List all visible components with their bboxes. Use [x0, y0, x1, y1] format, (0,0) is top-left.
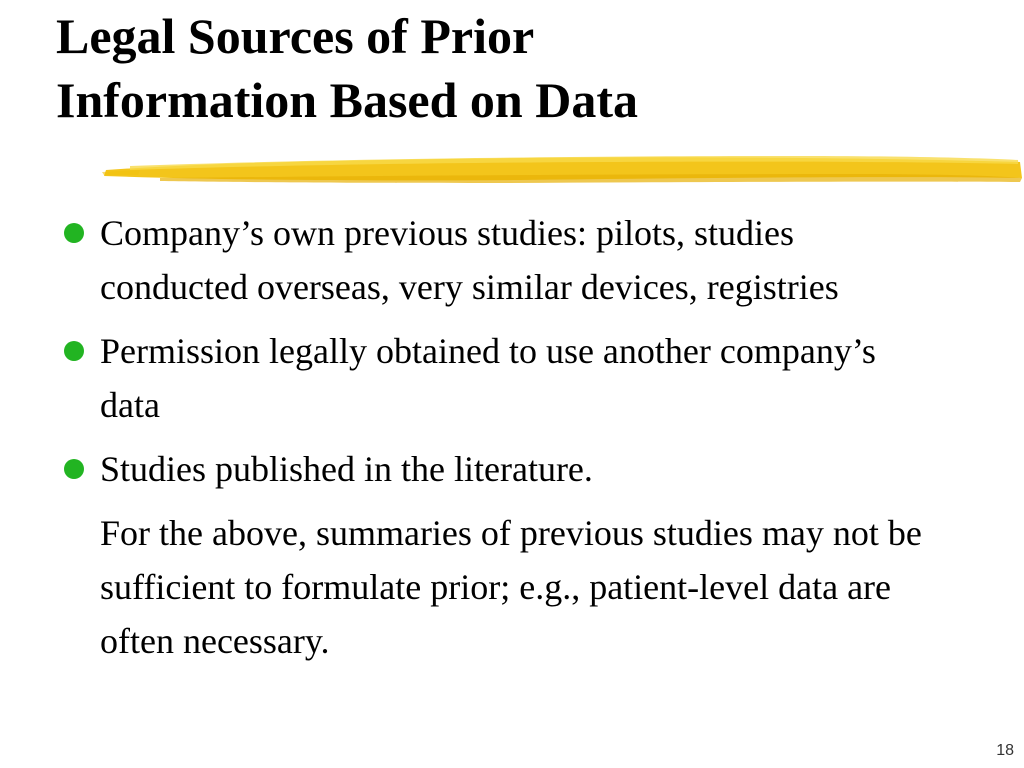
bullet-dot-icon — [64, 459, 84, 479]
page-number: 18 — [996, 742, 1014, 759]
note-paragraph: For the above, summaries of previous studies may not be sufficient to formulate prior; e.g., patient-level data are often necessary. — [100, 513, 922, 661]
slide-body — [0, 206, 1024, 668]
bullet-text: Studies published in the literature. — [100, 449, 593, 489]
title-underline-brush — [100, 148, 1024, 190]
slide-title-line-1: Legal Sources of Prior — [56, 8, 535, 64]
bullet-text: Company’s own previous studies: pilots, studies conducted overseas, very similar devices, registries — [100, 213, 839, 307]
slide-title-line-2: Information Based on Data — [56, 72, 638, 128]
bullet-text: Permission legally obtained to use another company’s data — [100, 331, 876, 425]
bullet-item — [0, 442, 940, 496]
bullet-item — [0, 206, 940, 314]
slide-title — [56, 4, 956, 132]
bullet-item — [0, 324, 940, 432]
bullet-dot-icon — [64, 341, 84, 361]
bullet-dot-icon — [64, 223, 84, 243]
